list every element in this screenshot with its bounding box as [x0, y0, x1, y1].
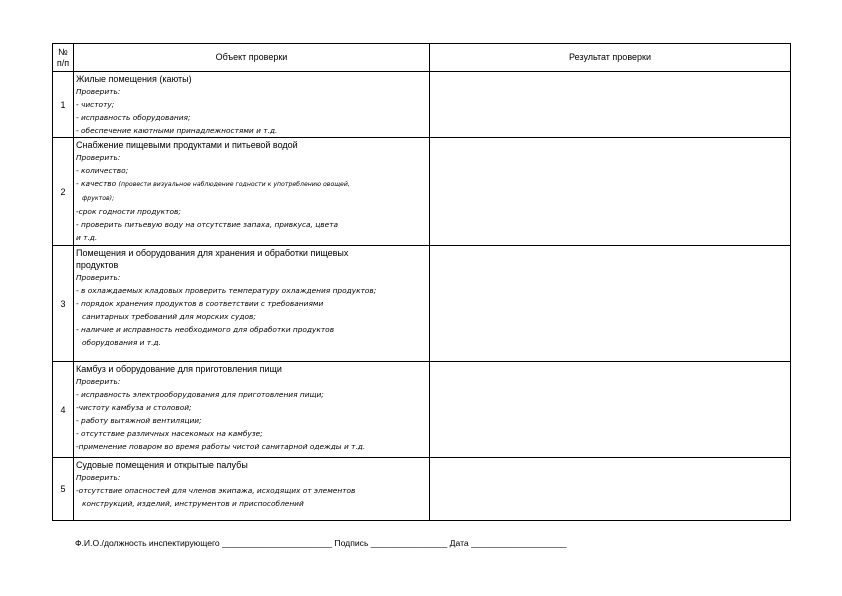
check-item: -чистоту камбуза и столовой;: [76, 403, 192, 412]
table-row: [53, 362, 791, 458]
signature-line: Ф.И.О./должность инспектирующего _______________________ Подпись ________________ Дата ____________________: [75, 538, 567, 548]
inspection-sheet: [52, 43, 790, 521]
check-item: - в охлаждаемых кладовых проверить температуру охлаждения продуктов;: [76, 286, 377, 295]
check-item: -срок годности продуктов;: [76, 207, 181, 216]
check-item: - чистоту;: [76, 100, 115, 109]
check-label: Проверить:: [76, 273, 121, 282]
check-item-quality: [76, 177, 427, 191]
check-label: Проверить:: [76, 377, 121, 386]
quality-note-cont-text: фруктов);: [82, 195, 115, 202]
check-label: Проверить:: [76, 153, 121, 162]
row-number: 5: [53, 458, 74, 521]
row-object-cell: [74, 362, 430, 458]
table-row: [53, 72, 791, 138]
quality-note-cont: [76, 191, 427, 205]
check-item: -отсутствие опасностей для членов экипажа, исходящих от элементов: [76, 486, 356, 495]
check-item: конструкций, изделий, инструментов и приспособлений: [82, 499, 304, 508]
row-number: 2: [53, 138, 74, 246]
table-row: [53, 246, 791, 362]
check-item: и т.д.: [76, 233, 98, 242]
row-object-cell: [74, 72, 430, 138]
row-result-cell[interactable]: [430, 458, 791, 521]
check-item: - исправность оборудования;: [76, 113, 191, 122]
check-item: - исправность электрооборудования для приготовления пищи;: [76, 390, 324, 399]
section-title: Судовые помещения и открытые палубы: [76, 460, 248, 470]
header-result: Результат проверки: [430, 44, 791, 72]
row-result-cell[interactable]: [430, 246, 791, 362]
check-item: - обеспечение каютными принадлежностями и т.д.: [76, 126, 278, 135]
section-title: Жилые помещения (каюты): [76, 74, 192, 84]
header-number-line2: п/п: [56, 57, 70, 68]
check-item: - порядок хранения продуктов в соответствии с требованиями: [76, 299, 324, 308]
section-title: Камбуз и оборудование для приготовления пищи: [76, 364, 282, 374]
row-number: 3: [53, 246, 74, 362]
check-item-quality-label: - качество: [76, 179, 117, 188]
header-number: [53, 44, 74, 72]
check-item: -применение поваром во время работы чистой санитарной одежды и т.д.: [76, 442, 366, 451]
check-label: Проверить:: [76, 87, 121, 96]
section-title-cont: продуктов: [76, 260, 119, 270]
check-label: Проверить:: [76, 473, 121, 482]
check-item: - наличие и исправность необходимого для обработки продуктов: [76, 325, 335, 334]
section-title: Помещения и оборудования для хранения и обработки пищевых: [76, 248, 349, 258]
header-object: Объект проверки: [74, 44, 430, 72]
row-result-cell[interactable]: [430, 362, 791, 458]
row-object-cell: [74, 138, 430, 246]
row-number: 4: [53, 362, 74, 458]
row-object-cell: [74, 458, 430, 521]
section-title: Снабжение пищевыми продуктами и питьевой водой: [76, 140, 298, 150]
check-item: - работу вытяжной вентиляции;: [76, 416, 202, 425]
check-item: санитарных требований для морских судов;: [82, 312, 256, 321]
header-number-line1: №: [58, 46, 68, 57]
table-row: [53, 138, 791, 246]
table-header-row: [53, 44, 791, 72]
table-row: [53, 458, 791, 521]
row-result-cell[interactable]: [430, 72, 791, 138]
row-object-cell: [74, 246, 430, 362]
row-number: 1: [53, 72, 74, 138]
check-item: - количество;: [76, 166, 129, 175]
check-item: оборудования и т.д.: [82, 338, 161, 347]
quality-note: (провести визуальное наблюдение годности к употреблению овощей,: [118, 181, 350, 188]
check-item: - отсутствие различных насекомых на камбузе;: [76, 429, 263, 438]
inspection-table: [52, 43, 791, 521]
check-item: - проверить питьевую воду на отсутствие запаха, привкуса, цвета: [76, 220, 339, 229]
row-result-cell[interactable]: [430, 138, 791, 246]
